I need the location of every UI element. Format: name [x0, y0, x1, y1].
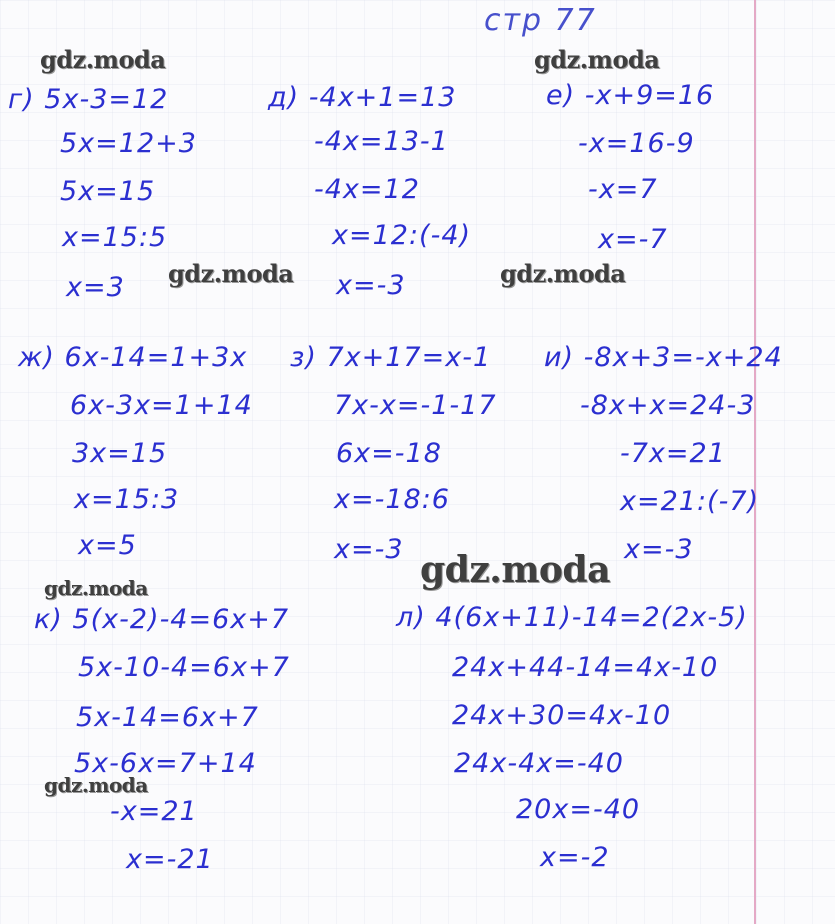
problem-k-line-5: -x=21 — [110, 796, 198, 827]
problem-i-line-1: и) -8x+3=-x+24 — [544, 342, 783, 373]
problem-g-line-4: x=15:5 — [62, 222, 168, 253]
watermark: gdz.moda — [44, 576, 148, 600]
watermark: gdz.moda — [168, 259, 294, 288]
problem-l-line-5: 20x=-40 — [516, 794, 641, 825]
problem-g-line-3: 5x=15 — [60, 176, 156, 207]
watermark: gdz.moda — [534, 45, 660, 74]
problem-k-line-3: 5x-14=6x+7 — [76, 702, 259, 733]
problem-zh-line-1: ж) 6x-14=1+3x — [18, 342, 248, 373]
problem-l-line-6: x=-2 — [540, 842, 610, 873]
problem-e-line-3: -x=7 — [588, 174, 658, 205]
problem-e-line-4: x=-7 — [598, 224, 668, 255]
problem-z-line-1: з) 7x+17=x-1 — [290, 342, 492, 373]
problem-d-line-4: x=12:(-4) — [332, 220, 472, 251]
watermark: gdz.moda — [500, 259, 626, 288]
problem-i-line-4: x=21:(-7) — [620, 486, 760, 517]
problem-zh-line-4: x=15:3 — [74, 484, 180, 515]
problem-g-line-2: 5x=12+3 — [60, 128, 197, 159]
problem-k-line-2: 5x-10-4=6x+7 — [78, 652, 290, 683]
problem-g-line-5: x=3 — [66, 272, 125, 303]
problem-i-line-5: x=-3 — [624, 534, 694, 565]
problem-zh-line-2: 6x-3x=1+14 — [70, 390, 253, 421]
problem-z-line-3: 6x=-18 — [336, 438, 442, 469]
problem-l-line-2: 24x+44-14=4x-10 — [452, 652, 719, 683]
problem-k-line-4: 5x-6x=7+14 — [74, 748, 257, 779]
problem-d-line-5: x=-3 — [336, 270, 406, 301]
problem-g-line-1: г) 5x-3=12 — [8, 84, 169, 115]
problem-i-line-2: -8x+x=24-3 — [580, 390, 756, 421]
problem-k-line-6: x=-21 — [126, 844, 214, 875]
problem-zh-line-5: x=5 — [78, 530, 137, 561]
problem-z-line-4: x=-18:6 — [334, 484, 450, 515]
problem-k-line-1: к) 5(x-2)-4=6x+7 — [34, 604, 290, 635]
problem-e-line-2: -x=16-9 — [578, 128, 695, 159]
watermark: gdz.moda — [44, 773, 148, 797]
problem-d-line-3: -4x=12 — [314, 174, 420, 205]
problem-l-line-3: 24x+30=4x-10 — [452, 700, 672, 731]
page-number: стр 77 — [484, 3, 597, 38]
problem-z-line-2: 7x-x=-1-17 — [334, 390, 497, 421]
problem-i-line-3: -7x=21 — [620, 438, 726, 469]
watermark: gdz.moda — [40, 45, 166, 74]
problem-l-line-4: 24x-4x=-40 — [454, 748, 624, 779]
problem-zh-line-3: 3x=15 — [72, 438, 168, 469]
problem-z-line-5: x=-3 — [334, 534, 404, 565]
watermark: gdz.moda — [420, 549, 610, 591]
problem-d-line-2: -4x=13-1 — [314, 126, 449, 157]
margin-line — [754, 0, 756, 924]
problem-e-line-1: е) -x+9=16 — [546, 80, 715, 111]
problem-l-line-1: л) 4(6x+11)-14=2(2x-5) — [396, 602, 748, 633]
problem-d-line-1: д) -4x+1=13 — [268, 82, 457, 113]
